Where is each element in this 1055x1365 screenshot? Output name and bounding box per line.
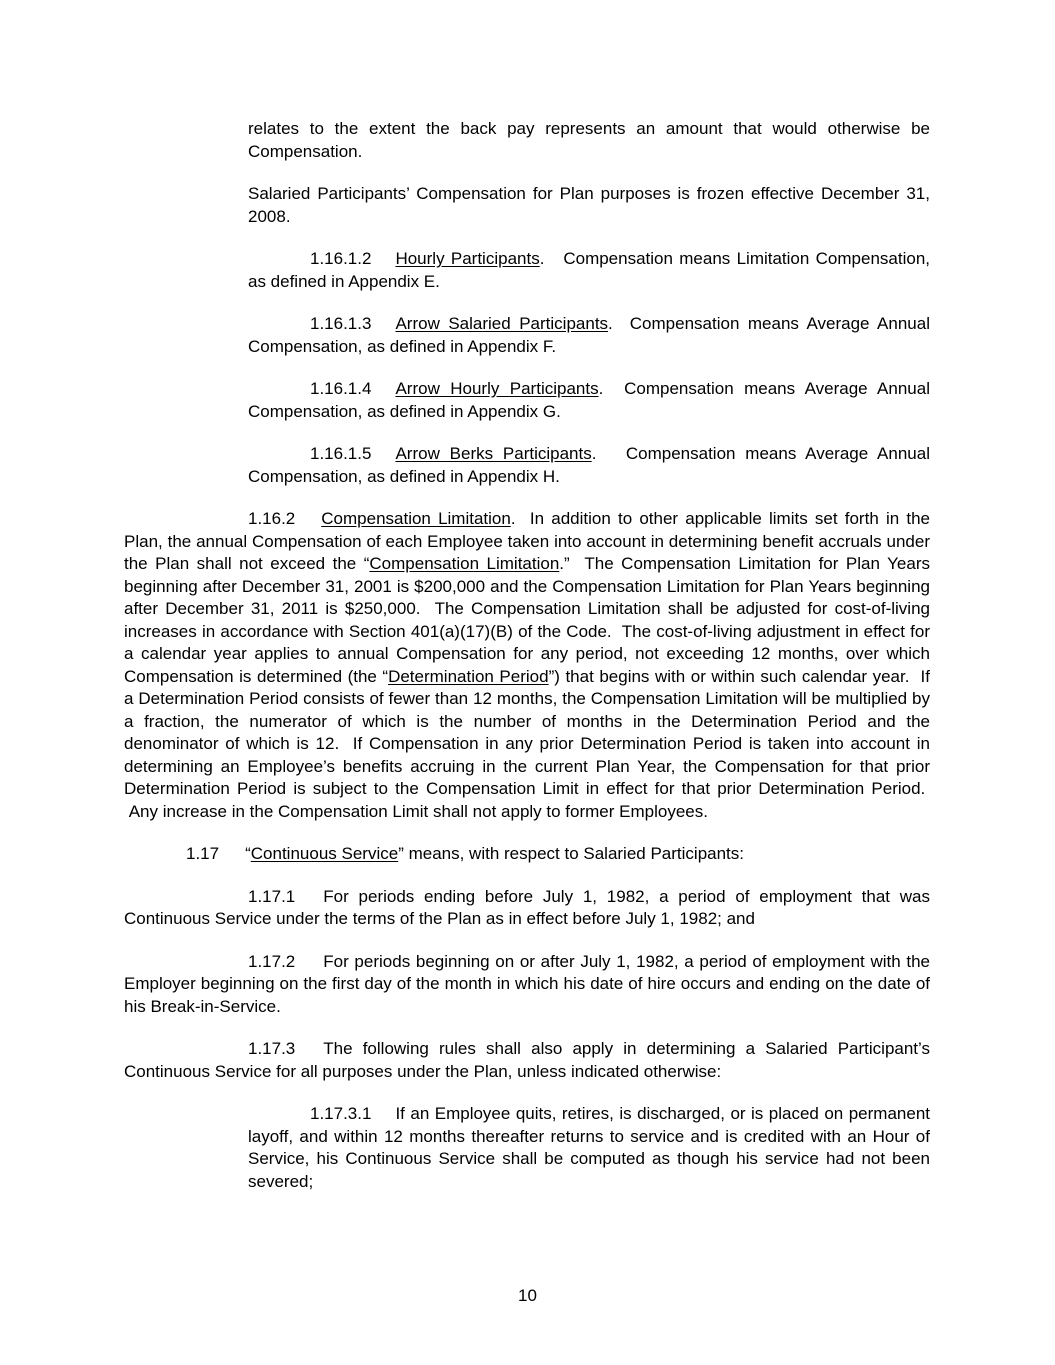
paragraph [124, 508, 930, 823]
underlined-term: Arrow Hourly Participants [395, 379, 599, 398]
tab-gap [295, 966, 323, 967]
text-run: “ [245, 844, 251, 863]
text-run: . In addition to other applicable limits set forth in the Plan, the annual Compensation of each Employee taken into account in determining benefit accruals under the Plan shall not exceed the “ [124, 509, 930, 573]
text-run: 1.16.2 [248, 509, 296, 528]
tab-gap [371, 458, 395, 459]
text-run: 1.16.1.2 [310, 249, 372, 268]
paragraph [248, 1103, 930, 1193]
text-run: . Compensation means Limitation Compensation, as defined in Appendix E. [248, 249, 930, 291]
tab-gap [371, 393, 395, 394]
text-run: 1.17 [186, 844, 220, 863]
paragraph [248, 378, 930, 423]
paragraph [124, 886, 930, 931]
tab-gap [295, 523, 321, 524]
paragraph [124, 1038, 930, 1083]
underlined-term: Arrow Salaried Participants [395, 314, 609, 333]
text-run: .” The Compensation Limitation for Plan Years beginning after December 31, 2001 is $200,000 and the Compensation Limitation for Plan Years beginning after December 31, 2011 is $250,000. The Compensation Limitation shall be adjusted for cost-of-living increases in accordance with Section 401(a)(17)(B) of the Code. The cost-of-living adjustment in effect for a calendar year applies to annual Compensation for any period, not exceeding 12 months, over which Compensation is determined (the “ [124, 554, 930, 686]
paragraph [248, 118, 930, 163]
underlined-term: Arrow Berks Participants [395, 444, 592, 463]
paragraph [248, 183, 930, 228]
underlined-term: Continuous Service [250, 844, 399, 863]
text-run: ”) that begins with or within such calendar year. If a Determination Period consists of fewer than 12 months, the Compensation Limitation will be multiplied by a fraction, the numerator of which is the number of months in the Determination Period and the denominator of which is 12. If Compensation in any prior Determination Period is taken into account in determining an Employee’s benefits accruing in the current Plan Year, the Compensation for that prior Determination Period is subject to the Compensation Limit in effect for that prior Determination Period. Any increase in the Compensation Limit shall not apply to former Employees. [124, 666, 930, 821]
tab-gap [295, 901, 323, 902]
text-run: Salaried Participants’ Compensation for Plan purposes is frozen effective December 31, 2008. [248, 184, 930, 226]
text-run: ” means, with respect to Salaried Participants: [398, 844, 745, 863]
paragraph [248, 443, 930, 488]
text-run: The following rules shall also apply in determining a Salaried Participant’s Continuous Service for all purposes under the Plan, unless indicated otherwise: [124, 1039, 930, 1081]
text-run: For periods ending before July 1, 1982, a period of employment that was Continuous Service under the terms of the Plan as in effect before July 1, 1982; and [124, 886, 930, 928]
text-run: 1.17.3 [248, 1039, 296, 1058]
tab-gap [371, 328, 395, 329]
tab-gap [371, 263, 395, 264]
text-run: If an Employee quits, retires, is discharged, or is placed on permanent layoff, and within 12 months thereafter returns to service and is credited with an Hour of Service, his Continuous Service shall be computed as though his service had not been severed; [248, 1104, 930, 1191]
text-run: For periods beginning on or after July 1, 1982, a period of employment with the Employer beginning on the first day of the month in which his date of hire occurs and ending on the date of his Break-in-Service. [124, 951, 930, 1016]
text-run: 1.17.2 [248, 951, 296, 971]
text-run: 1.17.3.1 [310, 1104, 372, 1123]
tab-gap [219, 858, 245, 859]
text-run: 1.16.1.5 [310, 444, 372, 463]
page-number: 10 [518, 1285, 537, 1305]
text-run: . Compensation means Average Annual Compensation, as defined in Appendix F. [248, 314, 930, 356]
document-body [124, 118, 930, 1193]
paragraph [124, 843, 930, 866]
paragraph [248, 313, 930, 358]
paragraph [248, 248, 930, 293]
text-run: 1.16.1.4 [310, 379, 372, 398]
tab-gap [295, 1053, 323, 1054]
underlined-term: Hourly Participants [395, 249, 540, 268]
underlined-term: Compensation Limitation [369, 554, 560, 573]
paragraph [124, 951, 930, 1019]
text-run: . Compensation means Average Annual Compensation, as defined in Appendix G. [248, 379, 930, 421]
text-run: 1.17.1 [248, 886, 296, 906]
text-run: relates to the extent the back pay represents an amount that would otherwise be Compensation. [248, 119, 930, 161]
underlined-term: Determination Period [388, 666, 549, 686]
text-run: 1.16.1.3 [310, 314, 372, 333]
text-run: . Compensation means Average Annual Compensation, as defined in Appendix H. [248, 444, 930, 486]
tab-gap [371, 1118, 395, 1119]
underlined-term: Compensation Limitation [321, 509, 511, 528]
